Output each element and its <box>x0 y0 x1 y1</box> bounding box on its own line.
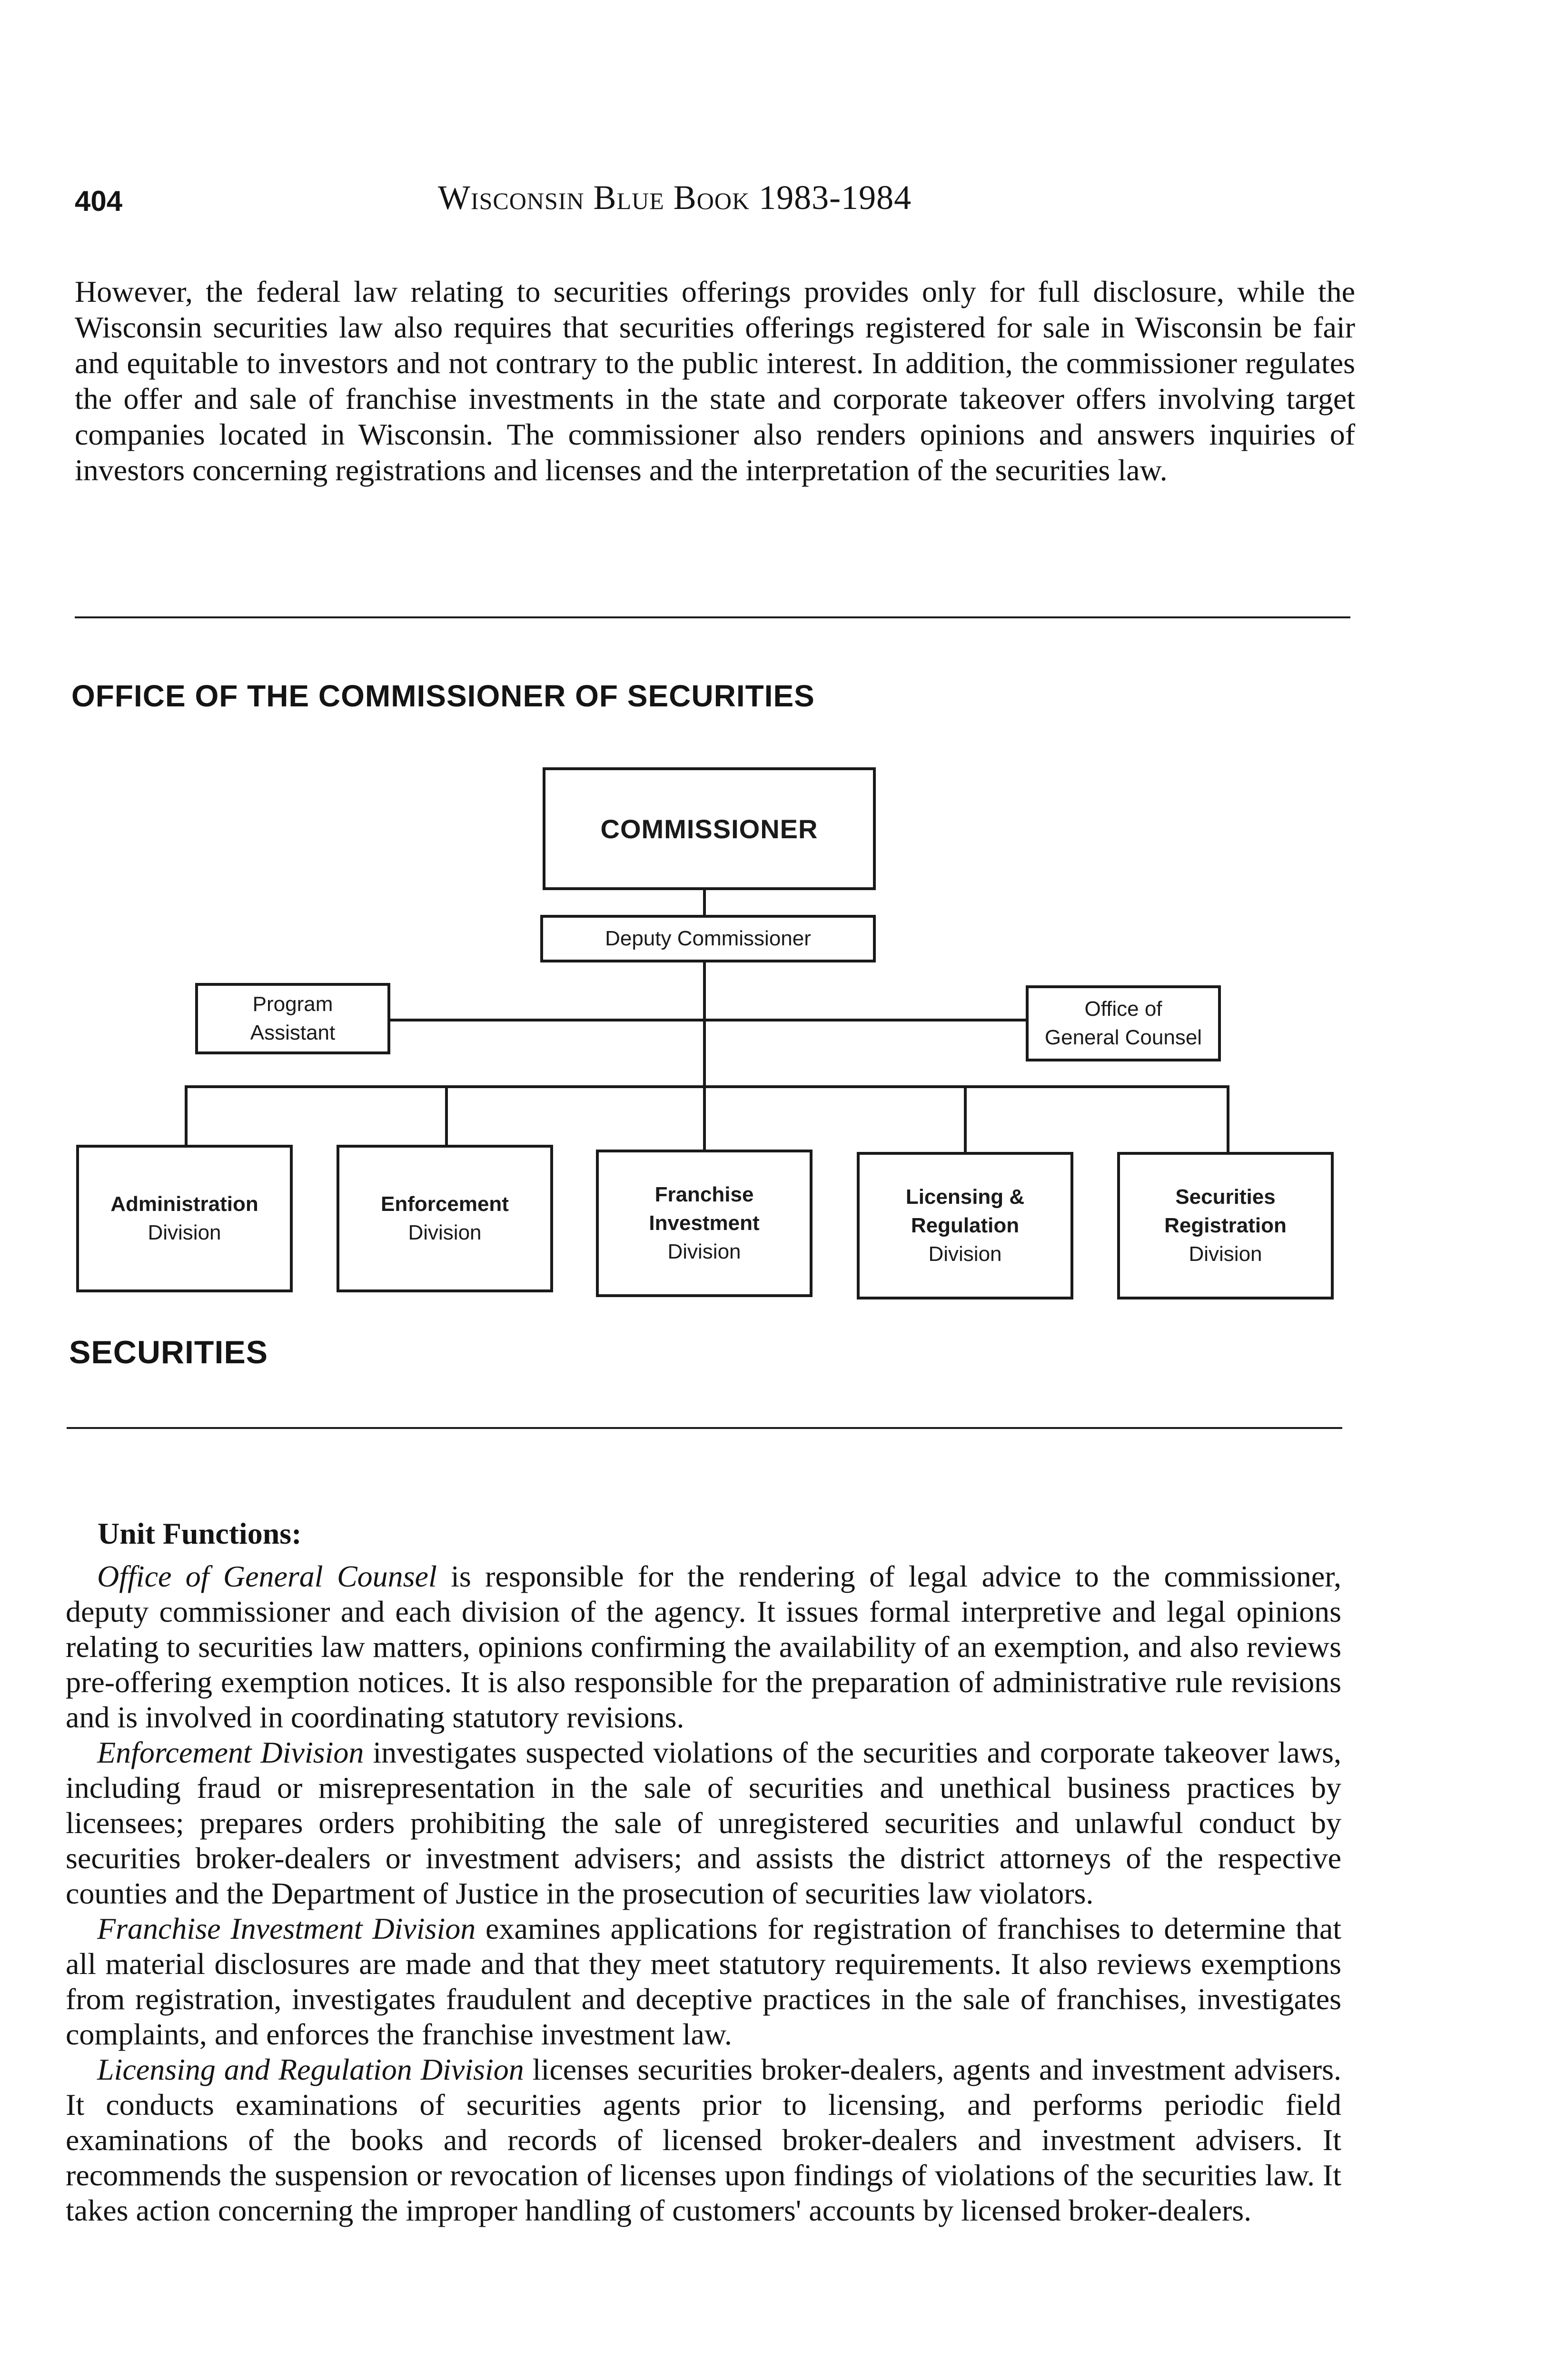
division-name-line2: Regulation <box>911 1214 1020 1237</box>
org-chart-caption: SECURITIES <box>69 1334 268 1370</box>
function-text: licenses securities broker-dealers, agents and investment advisers. It conducts examinations of securities agents prior to licensing, and performs periodic field examinations of the books and records of licensed broker-dealers and investment advisers. It recommends the suspension or revocation of licenses upon findings of violations of the securities law. It takes action concerning the improper handling of customers' accounts by licensed broker-dealers. <box>66 2053 1342 2227</box>
connector-registration-drop <box>1227 1085 1229 1154</box>
deputy-commissioner-label: Deputy Commissioner <box>605 927 811 950</box>
general-counsel-line2: General Counsel <box>1044 1026 1202 1049</box>
section-rule-top <box>75 616 1350 618</box>
connector-staff-horizontal <box>388 1019 1031 1021</box>
commissioner-label: COMMISSIONER <box>600 813 818 844</box>
function-term: Licensing and Regulation Division <box>97 2053 524 2086</box>
program-assistant-box <box>195 983 390 1054</box>
function-term: Office of General Counsel <box>97 1559 437 1593</box>
division-name-line1: Securities <box>1175 1185 1276 1209</box>
function-term: Enforcement Division <box>97 1735 364 1769</box>
division-box-administration <box>76 1145 293 1292</box>
program-assistant-line2: Assistant <box>250 1021 336 1044</box>
general-counsel-box <box>1026 985 1221 1061</box>
division-sub: Division <box>1189 1242 1262 1266</box>
running-title: Wisconsin Blue Book 1983-1984 <box>438 178 912 217</box>
division-box-licensing <box>857 1152 1073 1299</box>
function-term: Franchise Investment Division <box>97 1912 476 1945</box>
function-item <box>66 1559 1341 1735</box>
division-box-franchise <box>596 1150 813 1297</box>
division-name-line2: Investment <box>649 1211 760 1235</box>
commissioner-box <box>543 767 876 890</box>
division-name-line1: Licensing & <box>905 1185 1025 1209</box>
unit-functions-list <box>66 1559 1341 2228</box>
division-sub: Division <box>408 1221 482 1244</box>
connector-division-bus <box>185 1085 1229 1088</box>
page-number: 404 <box>75 185 123 217</box>
division-name: Enforcement <box>381 1192 509 1216</box>
intro-paragraph: However, the federal law relating to securities offerings provides only for full disclosure, while the Wisconsin securities law also requires that securities offerings registered for sale in Wisconsin be fair and equitable to investors and not contrary to the public interest. In addition, the commissioner regulates the offer and sale of franchise investments in the state and corporate takeover offers involving target companies located in Wisconsin. The commissioner also renders opinions and answers inquiries of investors concerning registrations and licenses and the interpretation of the securities law. <box>75 275 1355 487</box>
division-name-line2: Registration <box>1164 1214 1287 1237</box>
deputy-commissioner-box <box>540 915 876 962</box>
division-box-registration <box>1117 1152 1334 1299</box>
division-name-line1: Franchise <box>654 1183 754 1206</box>
section-rule-bottom <box>67 1427 1342 1429</box>
program-assistant-line1: Program <box>252 992 333 1016</box>
connector-enforcement-drop <box>445 1085 448 1147</box>
unit-functions-heading: Unit Functions: <box>98 1517 302 1550</box>
division-sub: Division <box>928 1242 1002 1266</box>
function-text: investigates suspected violations of the securities and corporate takeover laws, including fraud or misrepresentation in the sale of securities and unethical business practices by licensees; prepares orders prohibiting the sale of unregistered securities and unlawful conduct by securities broker-dealers or investment advisers; and assists the district attorneys of the respective counties and the Department of Justice in the prosecution of securities law violators. <box>66 1735 1342 1910</box>
division-sub: Division <box>148 1221 221 1244</box>
connector-main-vertical <box>703 962 706 1088</box>
connector-franchise-drop <box>703 1085 706 1152</box>
function-text: examines applications for registration of franchises to determine that all material disclosures are made and that they meet statutory requirements. It also reviews exemptions from registration, investigates fraudulent and deceptive practices in the sale of franchises, investigates complaints, and enforces the franchise investment law. <box>66 1912 1342 2051</box>
function-item <box>66 1911 1341 2052</box>
division-box-enforcement <box>337 1145 553 1292</box>
division-name: Administration <box>110 1192 258 1216</box>
connector-admin-drop <box>185 1085 188 1147</box>
function-item <box>66 2052 1341 2228</box>
division-sub: Division <box>667 1240 741 1263</box>
general-counsel-line1: Office of <box>1084 997 1162 1021</box>
function-text: is responsible for the rendering of legal advice to the commissioner, deputy commissioner and each division of the agency. It issues formal interpretive and legal opinions relating to securities law matters, opinions confirming the availability of an exemption, and also reviews pre-offering exemption notices. It is also responsible for the preparation of administrative rule revisions and is involved in coordinating statutory revisions. <box>66 1559 1342 1734</box>
connector-commissioner-deputy <box>703 888 706 919</box>
connector-licensing-drop <box>964 1085 967 1152</box>
org-chart-title: OFFICE OF THE COMMISSIONER OF SECURITIES <box>71 679 815 713</box>
function-item <box>66 1735 1341 1911</box>
